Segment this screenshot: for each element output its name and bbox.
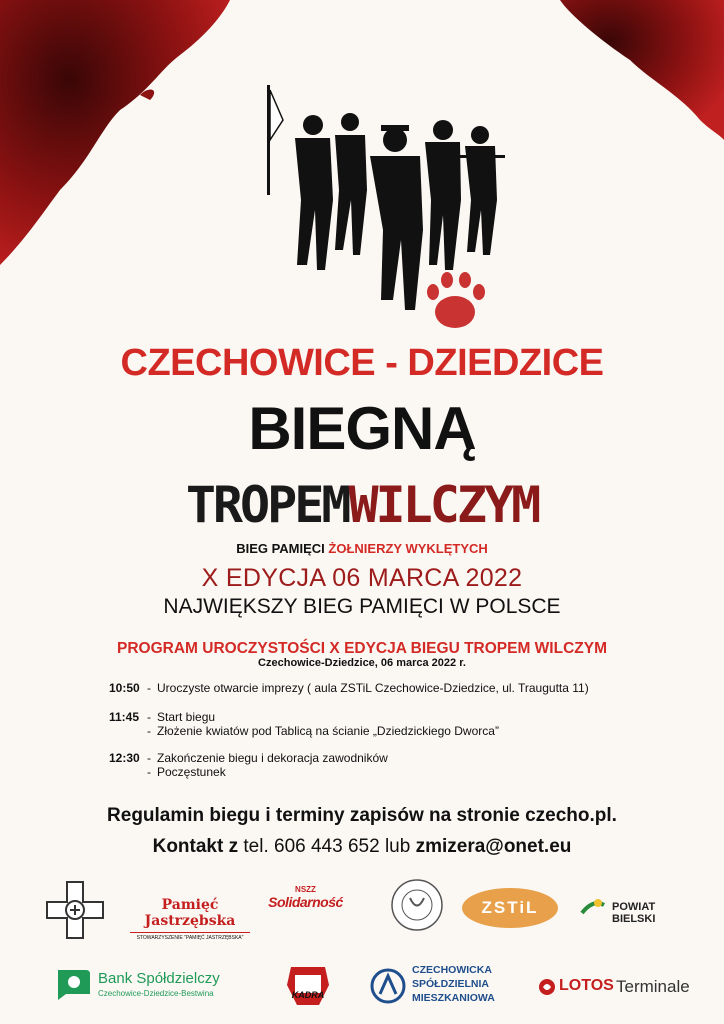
lotos-flower-icon xyxy=(538,978,556,996)
program-subtitle: Czechowice-Dziedzice, 06 marca 2022 r. xyxy=(258,657,466,669)
main-title: BIEGNĄ xyxy=(248,395,476,462)
contact-email: zmizera@onet.eu xyxy=(415,836,572,857)
bank-spoldzielczy-logo: Bank Spółdzielczy Czechowice-Dziedzice-Bestwina xyxy=(52,968,242,1002)
program-time: 11:45 xyxy=(109,710,140,724)
contact-or: lub xyxy=(384,836,411,857)
program-line: Złożenie kwiatów pod Tablicą na ścianie „Dziedzickiego Dworca” xyxy=(157,724,499,738)
program-item: - Poczęstunek xyxy=(147,765,226,779)
csm-logo: CZECHOWICKA SPÓŁDZIELNIA MIESZKANIOWA xyxy=(370,962,510,1010)
program-item: 10:50 - Uroczyste otwarcie imprezy ( aula ZSTiL Czechowice-Dziedzice, ul. Traugutta 11) xyxy=(109,681,589,695)
powiat-bielski-logo: POWIAT BIELSKI xyxy=(580,895,695,925)
lotos-terminale-logo: LOTOS Terminale xyxy=(538,975,698,1001)
tropem-wilczym-title xyxy=(0,476,724,534)
program-item: - Złożenie kwiatów pod Tablicą na ścianie „Dziedzickiego Dworca” xyxy=(147,724,499,738)
runners-illustration xyxy=(255,80,505,340)
subtitle-black: BIEG PAMIĘCI xyxy=(236,541,325,556)
college-seal-logo xyxy=(390,878,444,932)
subtitle xyxy=(0,541,724,556)
program-time: 10:50 xyxy=(109,681,140,695)
csm-emblem-icon xyxy=(370,964,406,1008)
tropem-word: TROPEM xyxy=(185,476,349,534)
cross-emblem-logo xyxy=(45,880,105,940)
program-line: Uroczyste otwarcie imprezy ( aula ZSTiL Czechowice-Dziedzice, ul. Traugutta 11) xyxy=(157,681,589,695)
tagline: NAJWIĘKSZY BIEG PAMIĘCI W POLSCE xyxy=(163,595,561,618)
kadra-shape-icon xyxy=(283,965,333,1007)
program-line: Start biegu xyxy=(157,710,216,724)
city-heading: CZECHOWICE - DZIEDZICE xyxy=(120,342,604,384)
regulamin-text: Regulamin biegu i terminy zapisów na stronie czecho.pl. xyxy=(107,805,617,826)
zstil-logo: ZSTiL xyxy=(462,888,558,928)
kadra-logo: KADRA xyxy=(283,965,333,1007)
subtitle-red: ŻOŁNIERZY WYKLĘTYCH xyxy=(328,541,488,556)
contact-phone: tel. 606 443 652 xyxy=(243,836,380,857)
program-line: Poczęstunek xyxy=(157,765,226,779)
program-item: 12:30 - Zakończenie biegu i dekoracja zawodników xyxy=(109,751,388,765)
program-time: 12:30 xyxy=(109,751,140,765)
edition-line: X EDYCJA 06 MARCA 2022 xyxy=(201,564,523,592)
program-item: 11:45 - Start biegu xyxy=(109,710,216,724)
pamiec-jastrzebska-logo: Pamięć Jastrzębska STOWARZYSZENIE "PAMIĘĆ JASTRZĘBSKA" xyxy=(130,897,250,937)
powiat-emblem-icon xyxy=(580,895,606,921)
contact-label: Kontakt z xyxy=(152,836,239,857)
solidarnosc-logo: NSZZ Solidarność xyxy=(268,885,343,910)
contact-line xyxy=(0,836,724,858)
wilczym-word: WILCZYM xyxy=(348,476,539,534)
bank-emblem-icon xyxy=(52,968,92,1002)
program-title: PROGRAM UROCZYSTOŚCI X EDYCJA BIEGU TROPEM WILCZYM xyxy=(117,640,607,657)
program-line: Zakończenie biegu i dekoracja zawodników xyxy=(157,751,388,765)
